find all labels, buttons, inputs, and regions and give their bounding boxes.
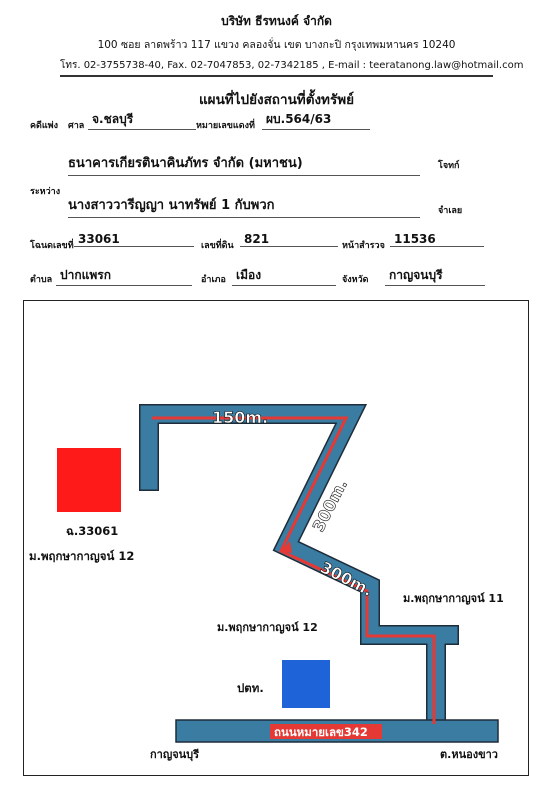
property-label: ฉ.33061 bbox=[66, 524, 119, 538]
between-label: ระหว่าง bbox=[30, 187, 61, 197]
village-center-label: ม.พฤกษากาญจน์ 12 bbox=[217, 621, 318, 634]
survey-number: 11536 bbox=[390, 232, 484, 247]
subdistrict-value: ปากแพรก bbox=[56, 266, 192, 286]
village-left-label: ม.พฤกษากาญจน์ 12 bbox=[29, 549, 135, 563]
road-label: ถนนหมายเลข342 bbox=[274, 725, 368, 739]
property-marker bbox=[57, 448, 121, 512]
survey-label: หน้าสำรวจ bbox=[342, 241, 385, 251]
black-no-label: หมายเลขแดงที่ bbox=[196, 121, 255, 131]
distance-top-label: 150m. bbox=[212, 408, 269, 427]
plaintiff-name: ธนาคารเกียรตินาคินภัทร จำกัด (มหาชน) bbox=[68, 152, 420, 176]
company-name: บริษัท ธีรทนงค์ จำกัด bbox=[221, 14, 332, 28]
village-right-label: ม.พฤกษากาญจน์ 11 bbox=[403, 592, 504, 605]
land-no-label: เลขที่ดิน bbox=[201, 241, 234, 251]
subdistrict-label: ตำบล bbox=[30, 275, 53, 285]
district-label: อำเภอ bbox=[201, 275, 226, 285]
court-value: จ.ชลบุรี bbox=[88, 110, 196, 130]
company-address: 100 ซอย ลาดพร้าว 117 แขวง คลองจั่น เขต บางกะปิ กรุงเทพมหานคร 10240 bbox=[97, 39, 456, 51]
province-value: กาญจนบุรี bbox=[385, 266, 485, 286]
distance-lower-label: 300m. bbox=[317, 557, 376, 601]
district-value: เมือง bbox=[232, 266, 336, 286]
deed-label: โฉนดเลขที่ bbox=[30, 241, 74, 251]
map-drawing bbox=[24, 301, 530, 777]
company-contact: โทร. 02-3755738-40, Fax. 02-7047853, 02-7342185 , E-mail : teeratanong.law@hotmail.com bbox=[60, 58, 493, 77]
case-label: คดีแพ่ง bbox=[30, 121, 58, 131]
defendant-label: จำเลย bbox=[438, 206, 463, 216]
deed-number: 33061 bbox=[74, 232, 194, 247]
post-office-label: ปตท. bbox=[237, 681, 264, 695]
distance-diagonal-label: 300m. bbox=[308, 476, 352, 535]
post-office-marker bbox=[282, 660, 330, 708]
direction-right-label: ต.หนองขาว bbox=[440, 748, 498, 761]
page-title: แผนที่ไปยังสถานที่ตั้งทรัพย์ bbox=[198, 92, 355, 108]
direction-left-label: กาญจนบุรี bbox=[150, 748, 200, 761]
province-label: จังหวัด bbox=[342, 275, 369, 285]
black-no-value: ผบ.564/63 bbox=[262, 110, 370, 130]
plaintiff-label: โจทก์ bbox=[438, 161, 460, 171]
location-map bbox=[23, 300, 529, 776]
defendant-name: นางสาววารีญญา นาทรัพย์ 1 กับพวก bbox=[68, 194, 420, 218]
land-number: 821 bbox=[240, 232, 338, 247]
court-label: ศาล bbox=[68, 121, 85, 131]
